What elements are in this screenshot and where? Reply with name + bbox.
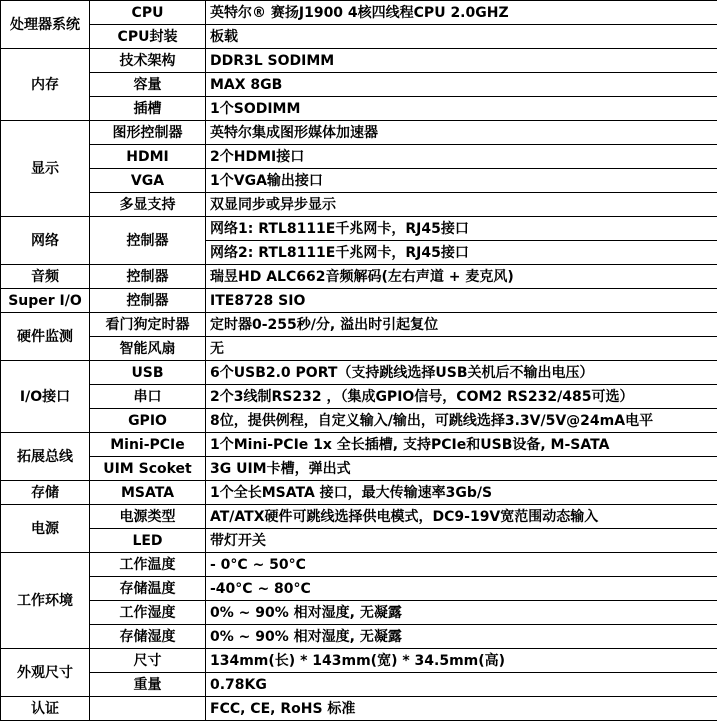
table-row (1, 505, 717, 529)
category-processor: 处理器系统 (1, 1, 90, 49)
spec-value: MAX 8GB (206, 73, 717, 97)
table-row (1, 433, 717, 457)
table-row (1, 145, 717, 169)
spec-value: 8位，提供例程，自定义输入/输出，可跳线选择3.3V/5V@24mA电平 (206, 409, 717, 433)
table-row (1, 289, 717, 313)
sub-label: 控制器 (90, 265, 206, 289)
spec-value: 0.78KG (206, 673, 717, 697)
spec-value: 1个SODIMM (206, 97, 717, 121)
spec-value: 1个全长MSATA 接口，最大传输速率3Gb/S (206, 481, 717, 505)
spec-value: 3G UIM卡槽，弹出式 (206, 457, 717, 481)
spec-value: 0% ~ 90% 相对湿度, 无凝露 (206, 625, 717, 649)
spec-value: 带灯开关 (206, 529, 717, 553)
table-row (1, 49, 717, 73)
category-storage: 存储 (1, 481, 90, 505)
sub-label: 工作湿度 (90, 601, 206, 625)
table-row (1, 649, 717, 673)
spec-value: 网络1: RTL8111E千兆网卡，RJ45接口 (206, 217, 717, 241)
category-power: 电源 (1, 505, 90, 553)
category-certification: 认证 (1, 697, 90, 721)
sub-label: VGA (90, 169, 206, 193)
spec-value: AT/ATX硬件可跳线选择供电模式，DC9-19V宽范围动态输入 (206, 505, 717, 529)
spec-value: 网络2: RTL8111E千兆网卡，RJ45接口 (206, 241, 717, 265)
spec-value: FCC, CE, RoHS 标准 (206, 697, 717, 721)
sub-label: 重量 (90, 673, 206, 697)
table-row (1, 97, 717, 121)
table-row (1, 577, 717, 601)
sub-label: 电源类型 (90, 505, 206, 529)
table-row (1, 169, 717, 193)
table-row (1, 361, 717, 385)
sub-label: LED (90, 529, 206, 553)
spec-value: 双显同步或异步显示 (206, 193, 717, 217)
table-row (1, 625, 717, 649)
table-row (1, 553, 717, 577)
sub-label: 串口 (90, 385, 206, 409)
table-row (1, 313, 717, 337)
spec-value: 2个HDMI接口 (206, 145, 717, 169)
sub-label: 控制器 (90, 289, 206, 313)
spec-value: 134mm(长) * 143mm(宽) * 34.5mm(高) (206, 649, 717, 673)
spec-value: 定时器0-255秒/分, 溢出时引起复位 (206, 313, 717, 337)
sub-label: USB (90, 361, 206, 385)
category-hardware-monitor: 硬件监测 (1, 313, 90, 361)
spec-value: 英特尔集成图形媒体加速器 (206, 121, 717, 145)
table-row (1, 337, 717, 361)
sub-label: MSATA (90, 481, 206, 505)
table-row (1, 529, 717, 553)
spec-value: 瑞昱HD ALC662音频解码(左右声道 + 麦克风) (206, 265, 717, 289)
category-display: 显示 (1, 121, 90, 217)
sub-label: 图形控制器 (90, 121, 206, 145)
table-row (1, 193, 717, 217)
sub-label: CPU (90, 1, 206, 25)
spec-value: 1个VGA输出接口 (206, 169, 717, 193)
sub-label: 看门狗定时器 (90, 313, 206, 337)
table-row (1, 217, 717, 241)
spec-value: 6个USB2.0 PORT（支持跳线选择USB关机后不输出电压） (206, 361, 717, 385)
category-dimensions: 外观尺寸 (1, 649, 90, 697)
table-row (1, 409, 717, 433)
spec-value: - 0°C ~ 50°C (206, 553, 717, 577)
sub-label: 插槽 (90, 97, 206, 121)
table-row (1, 73, 717, 97)
category-super-io: Super I/O (1, 289, 90, 313)
sub-label: HDMI (90, 145, 206, 169)
category-memory: 内存 (1, 49, 90, 121)
table-row (1, 265, 717, 289)
table-row (1, 457, 717, 481)
category-environment: 工作环境 (1, 553, 90, 649)
sub-label: UIM Scoket (90, 457, 206, 481)
spec-value: ITE8728 SIO (206, 289, 717, 313)
sub-label: GPIO (90, 409, 206, 433)
sub-label: 尺寸 (90, 649, 206, 673)
sub-label: 存储温度 (90, 577, 206, 601)
category-expansion: 拓展总线 (1, 433, 90, 481)
table-row (1, 121, 717, 145)
table-row (1, 697, 717, 721)
sub-label: 技术架构 (90, 49, 206, 73)
table-row (1, 1, 717, 25)
sub-label: 容量 (90, 73, 206, 97)
table-row (1, 385, 717, 409)
category-io: I/O接口 (1, 361, 90, 433)
spec-value: 英特尔® 赛扬J1900 4核四线程CPU 2.0GHZ (206, 1, 717, 25)
spec-value: 无 (206, 337, 717, 361)
spec-value: -40°C ~ 80°C (206, 577, 717, 601)
table-row (1, 673, 717, 697)
sub-label: CPU封装 (90, 25, 206, 49)
table-row (1, 601, 717, 625)
sub-label: 存储湿度 (90, 625, 206, 649)
sub-label: 控制器 (90, 217, 206, 265)
sub-label (90, 697, 206, 721)
spec-value: DDR3L SODIMM (206, 49, 717, 73)
category-network: 网络 (1, 217, 90, 265)
sub-label: 智能风扇 (90, 337, 206, 361)
sub-label: 工作温度 (90, 553, 206, 577)
spec-value: 1个Mini-PCIe 1x 全长插槽, 支持PCIe和USB设备, M-SATA (206, 433, 717, 457)
spec-value: 0% ~ 90% 相对湿度, 无凝露 (206, 601, 717, 625)
table-row (1, 481, 717, 505)
sub-label: Mini-PCIe (90, 433, 206, 457)
table-row (1, 25, 717, 49)
sub-label: 多显支持 (90, 193, 206, 217)
spec-value: 板载 (206, 25, 717, 49)
category-audio: 音频 (1, 265, 90, 289)
spec-value: 2个3线制RS232 ，（集成GPIO信号，COM2 RS232/485可选） (206, 385, 717, 409)
